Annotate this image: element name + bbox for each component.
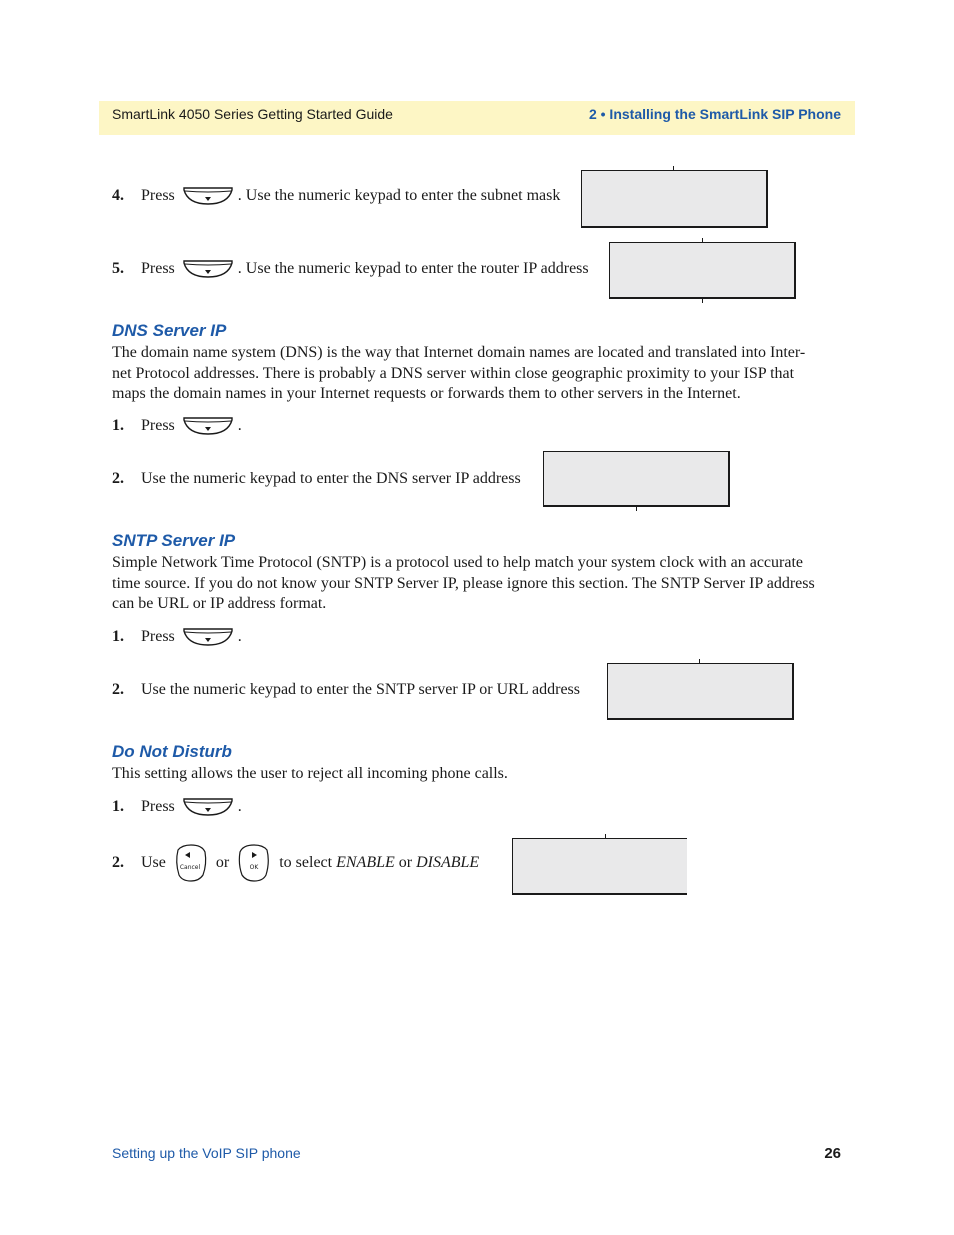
lcd-tick (673, 166, 674, 170)
step-period: . (237, 798, 242, 815)
dns-paragraph (112, 343, 842, 405)
lcd-tick (605, 834, 606, 838)
step-number: 5. (112, 260, 124, 277)
down-arrow-key-icon (183, 417, 233, 435)
sntp-step-1 (112, 627, 242, 647)
lcd-tick (702, 238, 703, 242)
step-5 (112, 259, 589, 279)
ok-key-label: OK (249, 864, 259, 871)
step-instruction: Use the numeric keypad to enter the SNTP server IP or URL address (141, 681, 580, 698)
paragraph-line: net Protocol addresses. There is probably a DNS server within close geographic proximity to your ISP that (112, 364, 795, 382)
disable-option: DISABLE (416, 854, 480, 871)
step-number: 2. (112, 854, 124, 871)
down-arrow-key-icon (183, 260, 233, 278)
step-period: . (237, 628, 242, 645)
lcd-tick (636, 507, 637, 511)
section-title-dns: DNS Server IP (112, 321, 227, 340)
sntp-paragraph (112, 553, 842, 615)
footer-section-title: Setting up the VoIP SIP phone (112, 1145, 301, 1161)
step-press-label: Press (141, 628, 175, 645)
step-period: . (237, 417, 242, 434)
step-to-select-label: to select (279, 854, 333, 871)
down-arrow-key-icon (183, 798, 233, 816)
sntp-step-2 (112, 680, 580, 700)
lcd-display-subnet (581, 170, 768, 228)
lcd-display-dnd (512, 838, 687, 895)
paragraph-line: maps the domain names in your Internet requests or forwards them to other servers in the Internet. (112, 385, 741, 402)
step-number: 2. (112, 681, 124, 698)
step-instruction: . Use the numeric keypad to enter the subnet mask (237, 187, 561, 204)
dns-step-2 (112, 469, 521, 489)
paragraph-line: time source. If you do not know your SNTP Server IP, please ignore this section. The SNTP Server IP address (112, 574, 815, 592)
dnd-paragraph (112, 764, 842, 785)
dnd-step-1 (112, 797, 242, 817)
step-number: 4. (112, 187, 124, 204)
dnd-step-2 (112, 844, 479, 882)
paragraph-line: can be URL or IP address format. (112, 595, 327, 612)
step-number: 1. (112, 628, 124, 645)
step-use-label: Use (141, 854, 166, 871)
header-chapter-title: 2 • Installing the SmartLink SIP Phone (588, 106, 841, 122)
lcd-display-dns (543, 451, 730, 507)
cancel-left-key-icon (174, 844, 208, 882)
down-arrow-key-icon (183, 628, 233, 646)
header-guide-title: SmartLink 4050 Series Getting Started Guide (112, 106, 393, 122)
step-number: 1. (112, 798, 124, 815)
step-number: 2. (112, 470, 124, 487)
down-arrow-key-icon (183, 187, 233, 205)
step-press-label: Press (141, 260, 175, 277)
step-press-label: Press (141, 187, 175, 204)
cancel-key-label: Cancel (179, 864, 201, 871)
lcd-display-sntp (607, 663, 794, 720)
ok-right-key-icon (237, 844, 271, 882)
paragraph-line: This setting allows the user to reject all incoming phone calls. (112, 765, 508, 782)
step-4 (112, 186, 560, 206)
lcd-tick (699, 659, 700, 663)
step-or2-label: or (398, 854, 413, 871)
step-press-label: Press (141, 798, 175, 815)
paragraph-line: Simple Network Time Protocol (SNTP) is a protocol used to help match your system clock with an accurate (112, 554, 803, 571)
step-instruction: Use the numeric keypad to enter the DNS server IP address (141, 470, 521, 487)
dns-step-1 (112, 416, 242, 436)
lcd-tick (702, 299, 703, 303)
paragraph-line: The domain name system (DNS) is the way that Internet domain names are located and translated into Inter- (112, 344, 806, 361)
lcd-display-router (609, 242, 796, 299)
step-number: 1. (112, 417, 124, 434)
enable-option: ENABLE (336, 854, 395, 871)
section-title-sntp: SNTP Server IP (112, 531, 236, 550)
step-or-label: or (215, 854, 230, 871)
page-number: 26 (824, 1145, 841, 1162)
step-press-label: Press (141, 417, 175, 434)
step-instruction: . Use the numeric keypad to enter the router IP address (237, 260, 589, 277)
section-title-dnd: Do Not Disturb (112, 742, 232, 761)
